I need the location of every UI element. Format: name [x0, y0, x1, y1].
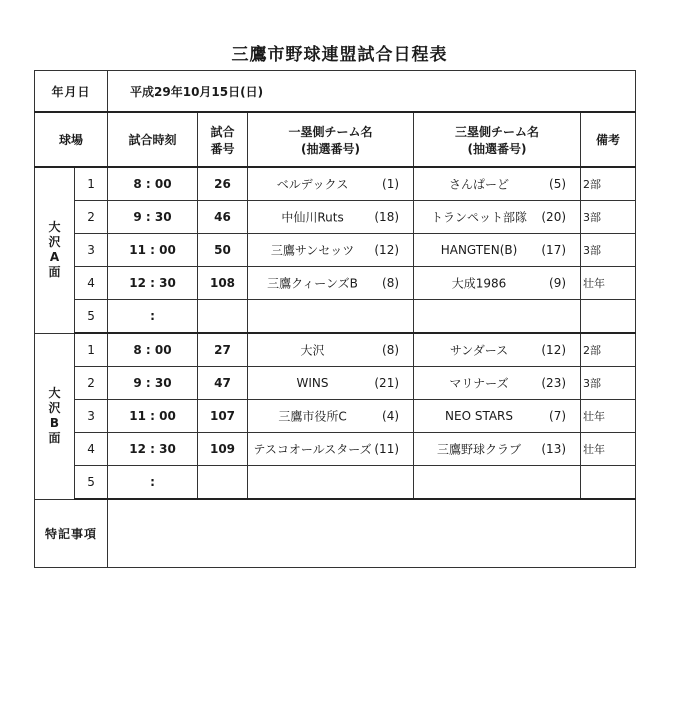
team1-name: WINS: [296, 376, 329, 390]
header-team2-line2: (抽選番号): [467, 141, 527, 156]
game-note: 2部: [581, 167, 636, 201]
game-row: [35, 433, 636, 466]
team2-cell: [414, 167, 581, 201]
team1-name: テスコオールスターズ: [253, 442, 372, 457]
game-number: 3: [75, 400, 108, 433]
header-match-no-line1: 試合: [210, 124, 235, 139]
match-number: 108: [198, 267, 248, 300]
team1-cell: [248, 201, 414, 234]
game-number: 3: [75, 234, 108, 267]
game-time: 11 : 00: [108, 234, 198, 267]
game-number: 2: [75, 367, 108, 400]
field-name-char: A: [49, 250, 60, 265]
team2-name: マリナーズ: [449, 376, 509, 391]
team2-draw-number: (17): [541, 243, 567, 257]
game-row: [35, 167, 636, 201]
header-row: [35, 112, 636, 167]
game-number: 4: [75, 433, 108, 466]
header-team2-line1: 三塁側チーム名: [455, 124, 540, 139]
team1-cell: [248, 433, 414, 466]
match-number: [198, 300, 248, 334]
game-row: [35, 267, 636, 300]
header-field: 球場: [35, 112, 108, 167]
game-row: [35, 466, 636, 500]
team1-cell: [248, 466, 414, 500]
date-row: [35, 71, 636, 113]
game-row: [35, 400, 636, 433]
page-title: 三鷹市野球連盟試合日程表: [231, 45, 448, 65]
header-time: 試合時刻: [108, 112, 198, 167]
team1-cell: [248, 400, 414, 433]
game-time: 8 : 00: [108, 333, 198, 367]
field-name-char: 大: [48, 220, 61, 235]
team2-name: 大成1986: [451, 276, 507, 291]
team2-cell: [414, 300, 581, 334]
team2-cell: [414, 267, 581, 300]
game-number: 1: [75, 167, 108, 201]
team2-cell: [414, 234, 581, 267]
special-notes-row: [35, 499, 636, 568]
field-name-char: 沢: [48, 401, 61, 415]
team2-cell: [414, 433, 581, 466]
match-number: 27: [198, 333, 248, 367]
game-note: 壮年: [581, 400, 636, 433]
team2-cell: [414, 367, 581, 400]
field-name-char: 沢: [48, 235, 61, 250]
header-notes: 備考: [581, 112, 636, 167]
team2-name: NEO STARS: [445, 409, 514, 423]
date-value: 平成29年10月15日(日): [108, 71, 636, 113]
field-name-char: 大: [48, 386, 61, 400]
team2-name: サンダース: [449, 343, 509, 358]
game-number: 5: [75, 300, 108, 334]
header-match-no: [198, 112, 248, 167]
team1-name: 中仙川Ruts: [281, 210, 344, 225]
game-time: :: [108, 300, 198, 334]
team1-draw-number: (21): [374, 376, 400, 390]
game-row: [35, 201, 636, 234]
game-note: 3部: [581, 367, 636, 400]
team1-cell: [248, 300, 414, 334]
team1-draw-number: (8): [382, 343, 400, 357]
team1-name: 大沢: [300, 343, 325, 358]
team1-cell: [248, 333, 414, 367]
team1-draw-number: (1): [382, 177, 400, 191]
team2-draw-number: (12): [541, 343, 567, 357]
team1-name: 三鷹サンセッツ: [270, 243, 355, 258]
game-number: 4: [75, 267, 108, 300]
game-time: 8 : 00: [108, 167, 198, 201]
team2-draw-number: (9): [549, 276, 567, 290]
game-time: 12 : 30: [108, 267, 198, 300]
team1-cell: [248, 267, 414, 300]
header-team2: [414, 112, 581, 167]
field-name-char: B: [49, 416, 60, 430]
game-row: [35, 300, 636, 334]
field-name-char: 面: [48, 431, 61, 445]
game-note: [581, 466, 636, 500]
game-time: :: [108, 466, 198, 500]
team2-draw-number: (5): [549, 177, 567, 191]
match-number: 26: [198, 167, 248, 201]
field-name: [35, 333, 75, 499]
team1-draw-number: (11): [374, 442, 400, 456]
team1-draw-number: (12): [374, 243, 400, 257]
game-row: [35, 367, 636, 400]
team1-cell: [248, 167, 414, 201]
game-note: [581, 300, 636, 334]
date-label: 年月日: [35, 71, 108, 113]
game-note: 3部: [581, 201, 636, 234]
team1-cell: [248, 367, 414, 400]
game-note: 2部: [581, 333, 636, 367]
game-time: 12 : 30: [108, 433, 198, 466]
match-number: [198, 466, 248, 500]
team2-name: HANGTEN(B): [440, 243, 518, 257]
team2-draw-number: (13): [541, 442, 567, 456]
team1-draw-number: (4): [382, 409, 400, 423]
team2-cell: [414, 201, 581, 234]
special-notes-label: 特記事項: [35, 499, 108, 568]
schedule-table: [34, 70, 636, 568]
game-time: 9 : 30: [108, 201, 198, 234]
field-name-char: 面: [48, 265, 61, 280]
game-number: 5: [75, 466, 108, 500]
game-number: 2: [75, 201, 108, 234]
header-team1-line1: 一塁側チーム名: [288, 124, 373, 139]
special-notes-value: [108, 499, 636, 568]
header-team1-line2: (抽選番号): [301, 141, 360, 156]
match-number: 47: [198, 367, 248, 400]
field-name: [35, 167, 75, 333]
team2-draw-number: (23): [541, 376, 567, 390]
game-number: 1: [75, 333, 108, 367]
team2-name: さんぱーど: [449, 177, 510, 192]
match-number: 109: [198, 433, 248, 466]
team2-cell: [414, 400, 581, 433]
game-note: 壮年: [581, 267, 636, 300]
game-time: 9 : 30: [108, 367, 198, 400]
team1-draw-number: (18): [374, 210, 400, 224]
game-row: [35, 333, 636, 367]
team2-draw-number: (20): [541, 210, 567, 224]
game-note: 壮年: [581, 433, 636, 466]
game-time: 11 : 00: [108, 400, 198, 433]
team2-draw-number: (7): [549, 409, 567, 423]
team1-draw-number: (8): [382, 276, 400, 290]
team1-name: 三鷹市役所C: [278, 409, 347, 424]
team2-cell: [414, 466, 581, 500]
team1-name: 三鷹クィーンズB: [267, 276, 358, 291]
match-number: 50: [198, 234, 248, 267]
match-number: 107: [198, 400, 248, 433]
match-number: 46: [198, 201, 248, 234]
game-row: [35, 234, 636, 267]
team2-name: トランペット部隊: [431, 210, 528, 225]
game-note: 3部: [581, 234, 636, 267]
team1-cell: [248, 234, 414, 267]
header-match-no-line2: 番号: [210, 141, 235, 156]
header-team1: [248, 112, 414, 167]
team1-name: ベルデックス: [276, 177, 349, 192]
team2-cell: [414, 333, 581, 367]
team2-name: 三鷹野球クラブ: [437, 442, 522, 457]
